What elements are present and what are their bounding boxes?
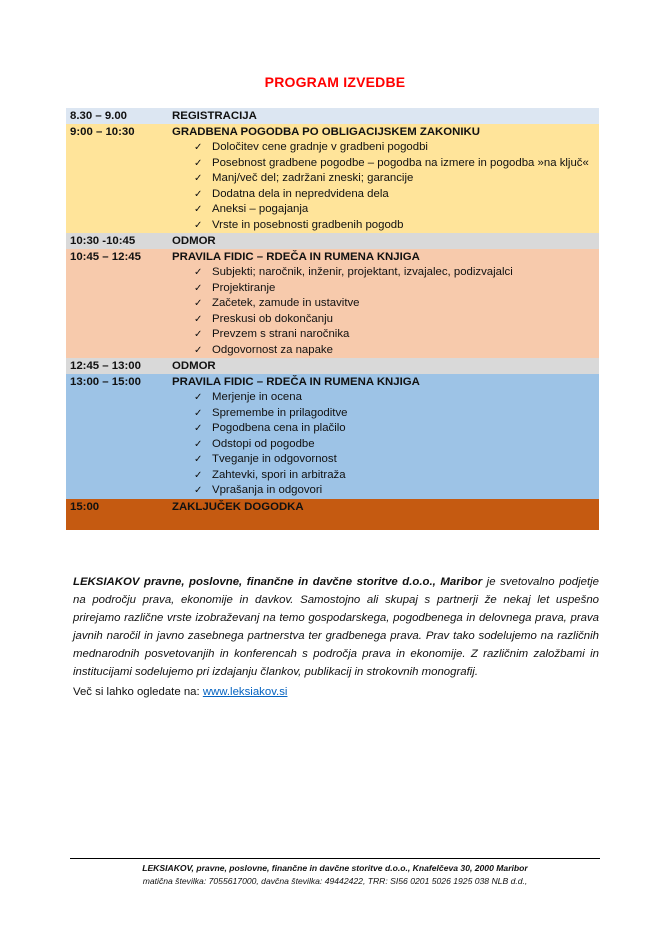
check-icon: ✓ <box>194 423 203 434</box>
check-icon: ✓ <box>194 407 203 419</box>
topic-list <box>66 390 599 499</box>
row-topic: GRADBENA POGODBA PO OBLIGACIJSKEM ZAKONIKU <box>172 126 480 138</box>
list-item: ✓ Manj/več del; zadržani zneski; garancije <box>194 171 593 187</box>
list-item: ✓ Subjekti; naročnik, inženir, projektant, izvajalec, podizvajalci <box>194 265 593 281</box>
program-row-session-1 <box>66 124 599 233</box>
row-time: 12:45 – 13:00 <box>70 360 141 372</box>
list-item: ✓ Zahtevki, spori in arbitraža <box>194 468 593 484</box>
website-link[interactable]: www.leksiakov.si <box>202 686 288 698</box>
row-topic: PRAVILA FIDIC – RDEČA IN RUMENA KNJIGA <box>172 251 420 263</box>
row-topic: ODMOR <box>172 235 216 247</box>
check-icon: ✓ <box>194 204 203 215</box>
row-time: 8.30 – 9.00 <box>70 110 128 122</box>
program-row-session-3 <box>66 374 599 499</box>
footer-registry: matična številka: 7055617000, davčna številka: 49442422, TRR: SI56 0201 5026 1925 038 NLB d.d., <box>142 876 528 886</box>
program-table <box>66 108 599 530</box>
page-title: PROGRAM IZVEDBE <box>264 74 406 90</box>
footer <box>70 862 600 888</box>
program-row-break-2 <box>66 358 599 374</box>
list-item: ✓ Začetek, zamude in ustavitve <box>194 296 593 312</box>
row-time: 9:00 – 10:30 <box>70 126 135 138</box>
row-topic: REGISTRACIJA <box>172 110 257 122</box>
description-text: je svetovalno podjetje na področju prava, ekonomije in davkov. Samostojno ali skupaj s partnerji že nekaj let uspešno prirejamo različne vrste izobraževanj na temo gospodarskega, pogodbenega in delovnega prava, prava javnih naročil in javno zasebnega partnerstva ter gradbenega prava. Prav tako sodelujemo na različnih mednarodnih posvetovanjih in konferencah s področja prava in ekonomije. Z različnim založbami in institucijami sodelujemo pri izdajanju člankov, publikacij in strokovnih monografij. <box>73 576 599 678</box>
list-item: ✓ Dodatna dela in nepredvidena dela <box>194 187 593 203</box>
check-icon: ✓ <box>194 454 203 465</box>
company-description <box>73 573 599 681</box>
footer-divider <box>70 858 600 859</box>
more-info <box>73 686 287 698</box>
program-row-session-2 <box>66 249 599 358</box>
list-item: ✓ Vrste in posebnosti gradbenih pogodb <box>194 218 593 234</box>
list-item: ✓ Spremembe in prilagoditve <box>194 406 593 422</box>
topic-list <box>66 265 599 358</box>
list-item: ✓ Vprašanja in odgovori <box>194 483 593 499</box>
check-icon: ✓ <box>194 142 203 153</box>
list-item: ✓ Prevzem s strani naročnika <box>194 327 593 343</box>
list-item: ✓ Merjenje in ocena <box>194 390 593 406</box>
row-time: 15:00 <box>70 500 100 513</box>
check-icon: ✓ <box>194 485 203 496</box>
list-item: ✓ Projektiranje <box>194 281 593 297</box>
list-item: ✓ Tveganje in odgovornost <box>194 452 593 468</box>
list-item: ✓ Posebnost gradbene pogodbe – pogodba na izmere in pogodba »na ključ« <box>194 156 593 172</box>
check-icon: ✓ <box>194 344 203 356</box>
footer-address: LEKSIAKOV, pravne, poslovne, finančne in davčne storitve d.o.o., Knafelčeva 30, 2000 Maribor <box>142 863 528 873</box>
list-item: ✓ Določitev cene gradnje v gradbeni pogodbi <box>194 140 593 156</box>
check-icon: ✓ <box>194 392 203 403</box>
check-icon: ✓ <box>194 282 203 294</box>
program-row-registration <box>66 108 599 124</box>
list-item: ✓ Preskusi ob dokončanju <box>194 312 593 328</box>
row-time: 10:30 -10:45 <box>70 235 136 247</box>
company-name: LEKSIAKOV pravne, poslovne, finančne in davčne storitve d.o.o., Maribor <box>73 576 483 588</box>
list-item: ✓ Aneksi – pogajanja <box>194 202 593 218</box>
check-icon: ✓ <box>194 157 203 169</box>
row-topic: ODMOR <box>172 360 216 372</box>
check-icon: ✓ <box>194 438 203 450</box>
list-item: ✓ Pogodbena cena in plačilo <box>194 421 593 437</box>
list-item: ✓ Odgovornost za napake <box>194 343 593 359</box>
row-topic: PRAVILA FIDIC – RDEČA IN RUMENA KNJIGA <box>172 376 420 388</box>
check-icon: ✓ <box>194 267 203 278</box>
row-time: 10:45 – 12:45 <box>70 251 141 263</box>
check-icon: ✓ <box>194 173 203 184</box>
topic-list <box>66 140 599 233</box>
check-icon: ✓ <box>194 313 203 325</box>
list-item: ✓ Odstopi od pogodbe <box>194 437 593 453</box>
row-time: 13:00 – 15:00 <box>70 376 141 388</box>
program-row-break-1 <box>66 233 599 249</box>
check-icon: ✓ <box>194 298 203 309</box>
row-topic: ZAKLJUČEK DOGODKA <box>172 500 304 513</box>
program-row-closing <box>66 499 599 530</box>
check-icon: ✓ <box>194 188 203 200</box>
more-info-label: Več si lahko ogledate na: <box>73 686 203 698</box>
check-icon: ✓ <box>194 219 203 231</box>
check-icon: ✓ <box>194 329 203 340</box>
check-icon: ✓ <box>194 469 203 481</box>
